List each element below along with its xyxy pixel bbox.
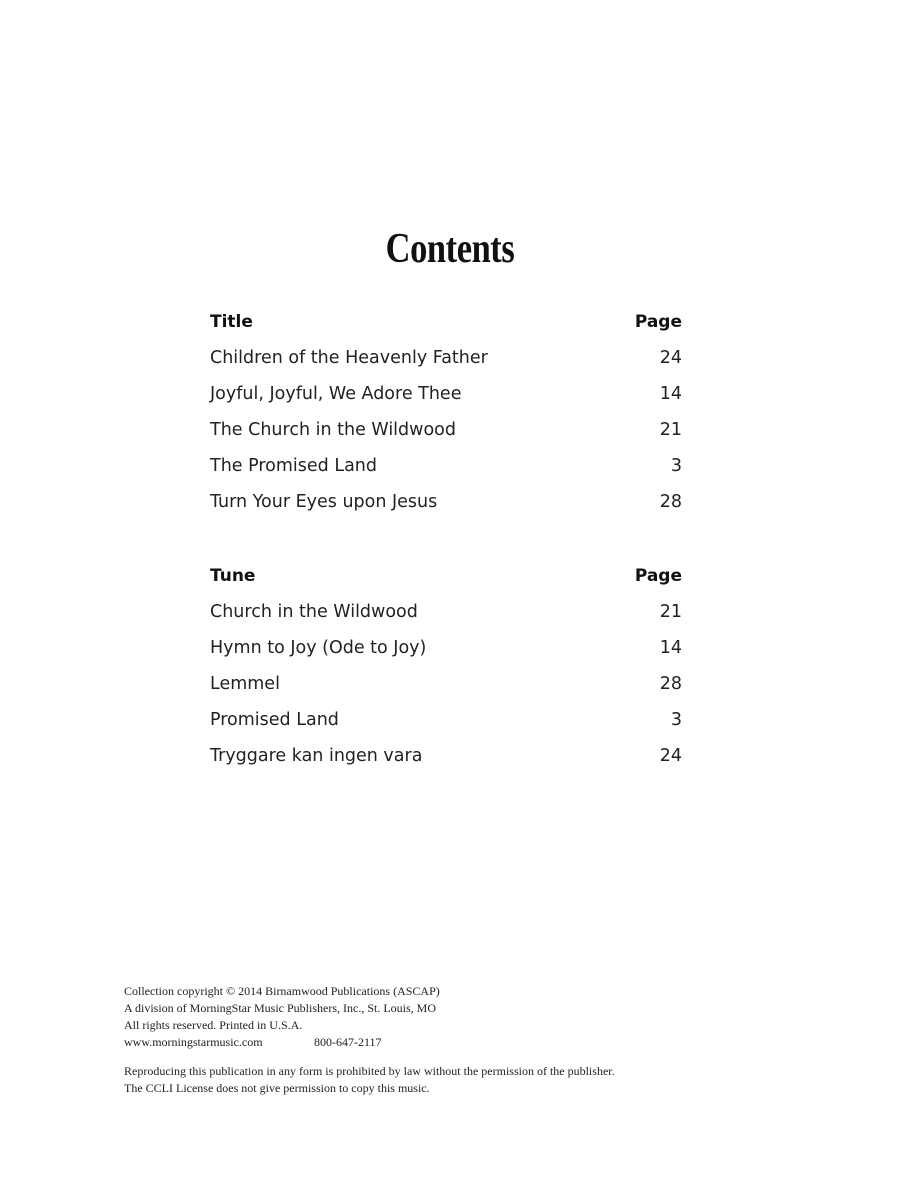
contact-line xyxy=(124,1034,440,1051)
toc-entry-page: 21 xyxy=(659,602,682,622)
toc-entry-name: Church in the Wildwood xyxy=(210,602,418,622)
toc-entry-page: 21 xyxy=(659,420,682,440)
toc-entry-name: Hymn to Joy (Ode to Joy) xyxy=(210,638,427,658)
toc-entry-page: 14 xyxy=(659,384,682,404)
reproduction-notice: Reproducing this publication in any form is prohibited by law without the permission of the publisher. xyxy=(124,1064,615,1078)
toc-entry-name: Turn Your Eyes upon Jesus xyxy=(210,492,438,512)
toc-header-row xyxy=(210,304,682,340)
toc-entry-name: The Church in the Wildwood xyxy=(210,420,456,440)
division-line: A division of MorningStar Music Publishers, Inc., St. Louis, MO xyxy=(124,1001,437,1015)
toc-entry-name: Promised Land xyxy=(210,710,339,730)
toc-entry xyxy=(210,594,682,630)
toc-entry xyxy=(210,738,682,774)
toc-entry xyxy=(210,376,682,412)
page-title: Contents xyxy=(385,226,515,272)
toc-entry-page: 14 xyxy=(659,638,682,658)
column-header-page: Page xyxy=(634,312,682,332)
toc-entry-name: Tryggare kan ingen vara xyxy=(210,746,423,766)
toc-entry-page: 24 xyxy=(659,746,682,766)
rights-line: All rights reserved. Printed in U.S.A. xyxy=(124,1018,303,1032)
toc-entry xyxy=(210,630,682,666)
footer-copyright-block xyxy=(124,983,440,1051)
toc-entry xyxy=(210,666,682,702)
toc-entry-page: 24 xyxy=(659,348,682,368)
toc-entry-page: 3 xyxy=(670,456,682,476)
toc-entry xyxy=(210,702,682,738)
toc-entry-page: 3 xyxy=(670,710,682,730)
footer-notice-block xyxy=(124,1063,615,1097)
ccli-notice: The CCLI License does not give permission to copy this music. xyxy=(124,1081,430,1095)
website-text: www.morningstarmusic.com xyxy=(124,1035,263,1049)
toc-entry-name: Lemmel xyxy=(210,674,280,694)
toc-entry-name: The Promised Land xyxy=(210,456,378,476)
toc-entry-name: Joyful, Joyful, We Adore Thee xyxy=(210,384,462,404)
column-header-title: Title xyxy=(210,312,253,332)
toc-entry-page: 28 xyxy=(659,492,682,512)
toc-entry-page: 28 xyxy=(659,674,682,694)
column-header-tune: Tune xyxy=(210,566,256,586)
toc-title-section xyxy=(210,304,682,520)
toc-entry xyxy=(210,340,682,376)
column-header-page: Page xyxy=(634,566,682,586)
toc-entry xyxy=(210,448,682,484)
copyright-line: Collection copyright © 2014 Birnamwood Publications (ASCAP) xyxy=(124,984,440,998)
toc-entry xyxy=(210,484,682,520)
toc-header-row xyxy=(210,558,682,594)
phone-text: 800-647-2117 xyxy=(314,1035,382,1049)
toc-entry-name: Children of the Heavenly Father xyxy=(210,348,488,368)
toc-entry xyxy=(210,412,682,448)
toc-tune-section xyxy=(210,558,682,774)
